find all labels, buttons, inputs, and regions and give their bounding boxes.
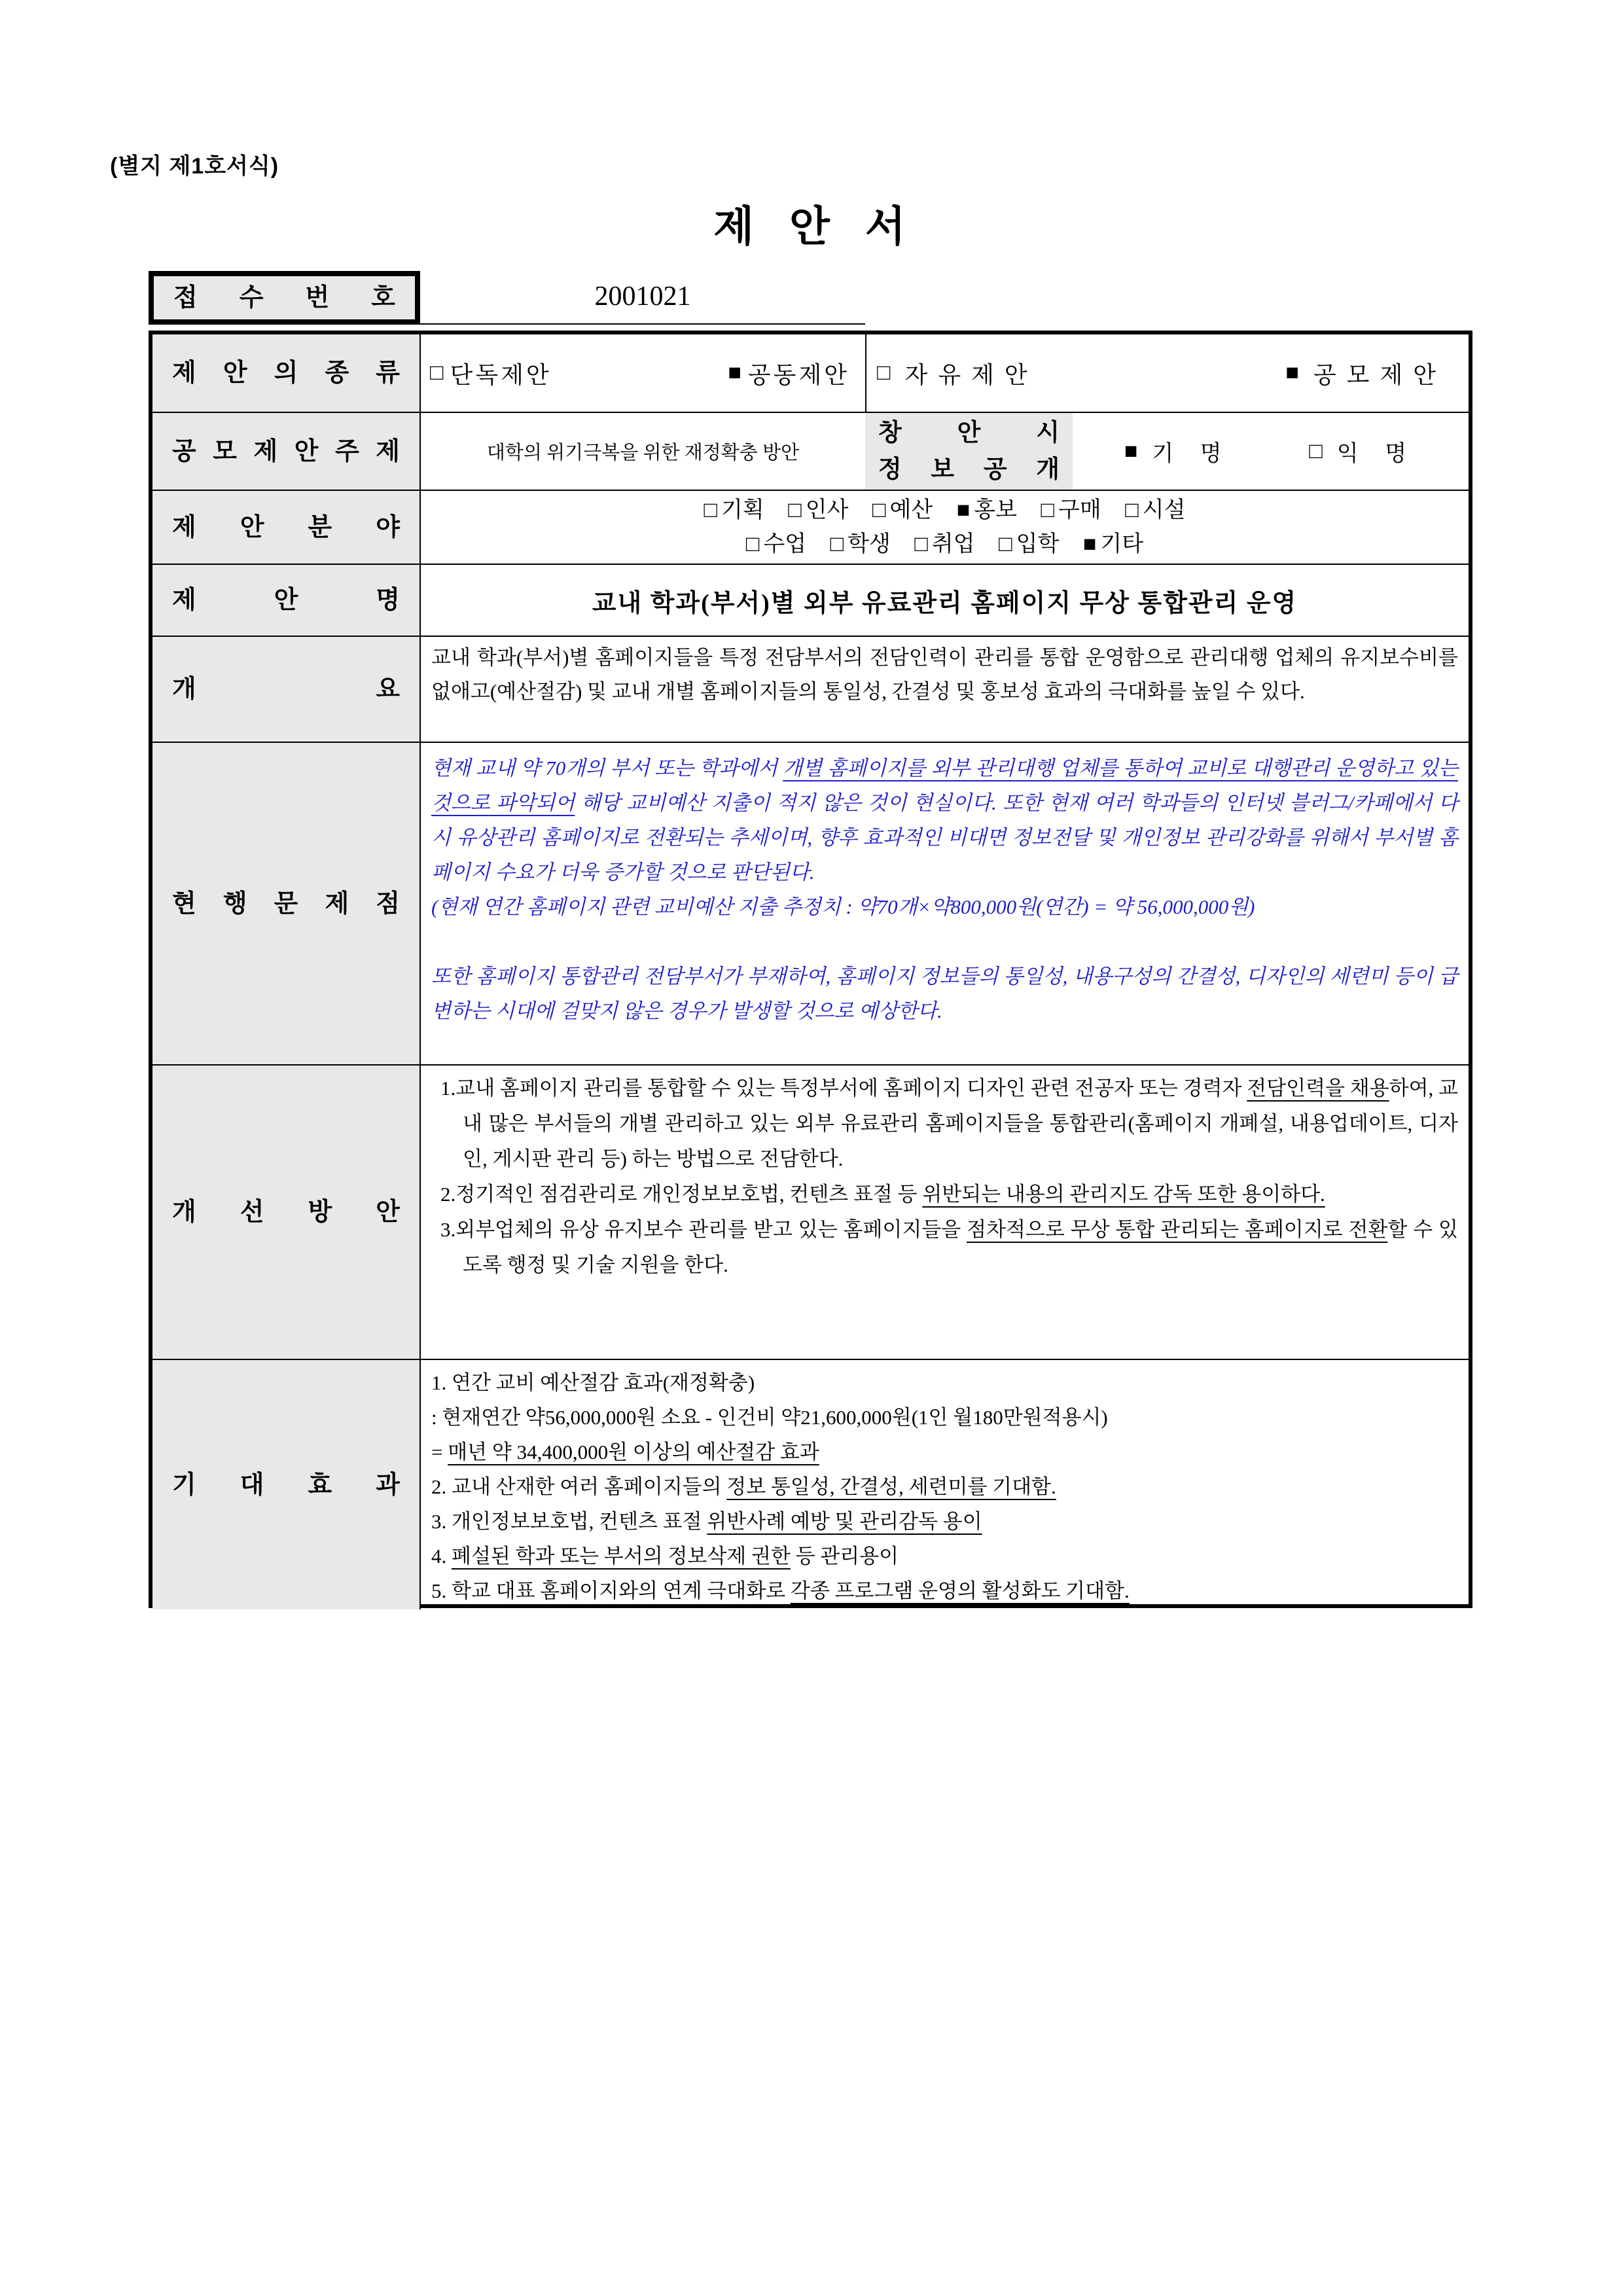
checkbox-icon: □: [704, 497, 718, 522]
effects-run: 4.: [431, 1545, 452, 1568]
improvement-plan-text: [421, 1066, 1469, 1359]
problems-run-underlined: 개별 홈페이지를 외부 관리대행 업체를 통하여 교비로 대행관리 운영하고 있는 것으로 파악되어: [431, 757, 1458, 814]
improvement-item-1: [431, 1071, 1458, 1177]
row-contest-topic: [152, 412, 1469, 490]
form-annex-note: (별지 제1호서식): [110, 154, 279, 179]
proposal-table: [149, 331, 1472, 1608]
checkbox-label: 자유제안: [904, 361, 1038, 388]
proposal-field-options-cell: [421, 491, 1469, 564]
row-improvement-plan: [152, 1064, 1469, 1359]
checkbox-contest-proposal[interactable]: [1285, 357, 1446, 390]
checkbox-icon: ■: [1124, 439, 1149, 463]
disclosure-options-cell: [1073, 413, 1469, 490]
proposal-name-value: 교내 학과(부서)별 외부 유료관리 홈페이지 무상 통합관리 운영: [592, 589, 1298, 617]
effects-run: 5. 학교 대표 홈페이지와의 연계 극대화로: [431, 1579, 791, 1602]
improvement-run: 1.교내 홈페이지 관리를 통합할 수 있는 특정부서에 홈페이지 디자인 관련 전공자 또는 경력자: [440, 1077, 1247, 1100]
checkbox-anonymous[interactable]: [1309, 435, 1417, 467]
effects-item-1-line-3: [431, 1435, 1458, 1469]
expected-effects-label: 기 대 효 과: [172, 1471, 400, 1499]
improvement-run-underlined: 점차적으로 무상 통합 관리되는 홈페이지로 전환: [967, 1218, 1388, 1241]
checkbox-label: 공동제안: [747, 361, 849, 388]
checkbox-budget[interactable]: [872, 493, 933, 528]
checkbox-label: 홍보: [974, 497, 1017, 522]
effects-run-underlined: 각종 프로그램 운영의 활성화도 기대함.: [790, 1579, 1130, 1602]
expected-effects-text: [421, 1360, 1469, 1609]
proposal-field-label: 제 안 분 야: [172, 513, 400, 541]
effects-item-4: [431, 1539, 1458, 1573]
current-problems-text: [421, 743, 1469, 1064]
current-problems-label-cell: [152, 743, 421, 1064]
checkbox-employment[interactable]: [914, 528, 974, 562]
proposal-field-line1: [421, 493, 1469, 528]
disclosure-label-cell: [865, 413, 1073, 490]
checkbox-icon: ■: [1082, 531, 1097, 556]
checkbox-named[interactable]: [1124, 435, 1232, 467]
receipt-number-label: 접 수 번 호: [173, 284, 395, 312]
checkbox-label: 익 명: [1336, 442, 1418, 466]
checkbox-icon: ■: [728, 361, 744, 385]
contest-topic-label-cell: [152, 413, 421, 490]
checkbox-label: 수업: [763, 531, 807, 556]
checkbox-label: 학생: [847, 531, 891, 556]
effects-item-1-line-2: : 현재연간 약56,000,000원 소요 - 인건비 약21,600,000원(1인 월180만원적용시): [431, 1406, 1108, 1429]
checkbox-facilities[interactable]: [1125, 493, 1185, 528]
checkbox-icon: □: [999, 531, 1012, 556]
checkbox-label: 예산: [889, 497, 933, 522]
overview-text: 교내 학과(부서)별 홈페이지들을 특정 전담부서의 전담인력이 관리를 통합 운영함으로 관리대행 업체의 유지보수비를 없애고(예산절감) 및 교내 개별 홈페이지들의 통일성, 간결성 및 홍보성 효과의 극대화를 높일 수 있다.: [431, 646, 1458, 703]
problems-run: 현재 교내 약 70개의 부서 또는 학과에서: [431, 757, 783, 780]
checkbox-planning[interactable]: [704, 493, 764, 528]
checkbox-admission[interactable]: [999, 528, 1059, 562]
improvement-run: 할 수 있도록 행정 및 기술 지원을 한다.: [463, 1218, 1458, 1276]
improvement-item-2: [431, 1177, 1458, 1212]
expected-effects-label-cell: [152, 1360, 421, 1609]
checkbox-icon: □: [872, 497, 886, 522]
proposal-type-right-cell: [865, 334, 1469, 412]
checkbox-icon: □: [1041, 497, 1055, 522]
checkbox-label: 구매: [1058, 497, 1101, 522]
checkbox-icon: □: [830, 531, 844, 556]
checkbox-students[interactable]: [830, 528, 891, 562]
overview-label-cell: [152, 637, 421, 742]
checkbox-personnel[interactable]: [788, 493, 848, 528]
improvement-run-underlined: 위반되는 내용의 관리지도 감독 또한 용이하다.: [922, 1183, 1325, 1206]
contest-topic-label: 공 모 제 안 주 제: [172, 437, 400, 465]
checkbox-icon: ■: [956, 497, 971, 522]
disclosure-label-line1: 창 안 시: [878, 419, 1060, 446]
improvement-run-underlined: 전담인력을 채용: [1247, 1077, 1389, 1100]
checkbox-classes[interactable]: [746, 528, 806, 562]
checkbox-publicity[interactable]: [957, 493, 1017, 528]
checkbox-icon: □: [914, 531, 928, 556]
improvement-run: 2.정기적인 점검관리로 개인정보보호법, 컨텐츠 표절 등: [440, 1183, 923, 1206]
improvement-run: 3.외부업체의 유상 유지보수 관리를 받고 있는 홈페이지들을: [440, 1218, 967, 1241]
effects-run-underlined: 폐설된 학과 또는 부서의 정보삭제 권한: [452, 1545, 791, 1568]
checkbox-icon: □: [788, 497, 802, 522]
improvement-item-3: [431, 1212, 1458, 1283]
checkbox-label: 인사: [805, 497, 849, 522]
effects-item-3: [431, 1504, 1458, 1539]
proposal-name-label-cell: [152, 565, 421, 636]
proposal-name-label: 제 안 명: [172, 586, 400, 614]
effects-item-1-line-1: 1. 연간 교비 예산절감 효과(재정확충): [431, 1371, 755, 1394]
contest-topic-value: 대학의 위기극복을 위한 재정확충 방안: [486, 442, 800, 463]
effects-run-underlined: 정보 통일성, 간결성, 세련미를 기대함.: [726, 1475, 1056, 1498]
checkbox-icon: □: [745, 531, 760, 556]
current-problems-label: 현 행 문 제 점: [172, 889, 400, 918]
row-overview: [152, 636, 1469, 742]
proposal-type-label-cell: [152, 334, 421, 412]
checkbox-icon: □: [1125, 497, 1139, 522]
checkbox-label: 공모제안: [1313, 361, 1446, 388]
row-current-problems: [152, 742, 1469, 1064]
effects-run: =: [431, 1441, 448, 1463]
effects-run-underlined: 매년 약 34,400,000원 이상의 예산절감 효과: [448, 1441, 819, 1463]
proposal-field-line2: [421, 528, 1469, 562]
row-expected-effects: [152, 1359, 1469, 1609]
checkbox-purchasing[interactable]: [1041, 493, 1101, 528]
problems-run: 해당 교비예산 지출이 적지 않은 것이 현실이다. 또한 현재 여러 학과들의 인터넷 블러그/카페에서 다시 유상관리 홈페이지로 전환되는 추세이며, 향후 효과적인 비대면 정보전달 및 개인정보 관리강화를 위해서 부서별 홈페이지 수요가 더욱 증가할 것으로 판단된다.: [431, 791, 1459, 884]
proposal-type-left-cell: [421, 334, 865, 412]
checkbox-label: 단독제안: [450, 361, 552, 388]
checkbox-label: 시설: [1142, 497, 1186, 522]
page-title: 제 안 서: [713, 204, 910, 250]
improvement-run: 하여, 교내 많은 부서들의 개별 관리하고 있는 외부 유료관리 홈페이지들을 통합관리(홈페이지 개폐설, 내용업데이트, 디자인, 게시판 관리 등) 하는 방법으로 전담한다.: [463, 1077, 1458, 1170]
effects-run-underlined: 위반사례 예방 및 관리감독 용이: [707, 1510, 982, 1533]
checkbox-label: 기획: [721, 497, 764, 522]
proposal-type-label: 제 안 의 종 류: [172, 359, 400, 387]
checkbox-label: 기 명: [1152, 442, 1232, 466]
problems-paragraph-1: [431, 751, 1458, 889]
checkbox-joint-proposal[interactable]: [728, 357, 849, 390]
problems-paragraph-2: (현재 연간 홈페이지 관련 교비예산 지출 추정치 : 약70개×약800,000원(연간) = 약 56,000,000원): [431, 895, 1255, 918]
disclosure-label-line2: 정 보 공 개: [878, 456, 1060, 483]
effects-item-2: [431, 1469, 1458, 1504]
proposal-field-label-cell: [152, 491, 421, 564]
effects-run: 3. 개인정보보호법, 컨텐츠 표절: [431, 1510, 707, 1533]
effects-item-5: [431, 1573, 1458, 1608]
checkbox-label: 입학: [1016, 531, 1060, 556]
row-proposal-type: [152, 334, 1469, 412]
improvement-plan-label: 개 선 방 안: [172, 1198, 400, 1226]
receipt-number-label-cell: [149, 271, 420, 325]
checkbox-icon: □: [877, 361, 901, 385]
checkbox-icon: □: [430, 361, 446, 385]
checkbox-sole-proposal[interactable]: [430, 357, 552, 390]
checkbox-icon: □: [1309, 439, 1333, 463]
improvement-plan-label-cell: [152, 1066, 421, 1359]
row-proposal-name: [152, 564, 1469, 636]
receipt-number-value: 2001021: [420, 271, 865, 325]
checkbox-label: 기타: [1100, 531, 1144, 556]
receipt-number-row: [149, 271, 865, 325]
overview-label: 개 요: [172, 675, 400, 703]
row-proposal-field: [152, 490, 1469, 564]
checkbox-label: 취업: [931, 531, 975, 556]
checkbox-icon: ■: [1285, 361, 1310, 385]
problems-paragraph-3: 또한 홈페이지 통합관리 전담부서가 부재하여, 홈페이지 정보들의 통일성, 내용구성의 간결성, 디자인의 세련미 등이 급변하는 시대에 걸맞지 않은 경우가 발생할 것으로 예상한다.: [431, 965, 1458, 1022]
effects-run: 등 관리용이: [790, 1545, 899, 1568]
effects-run: 2. 교내 산재한 여러 홈페이지들의: [431, 1475, 727, 1498]
checkbox-free-proposal[interactable]: [877, 357, 1038, 390]
checkbox-other[interactable]: [1083, 528, 1143, 562]
